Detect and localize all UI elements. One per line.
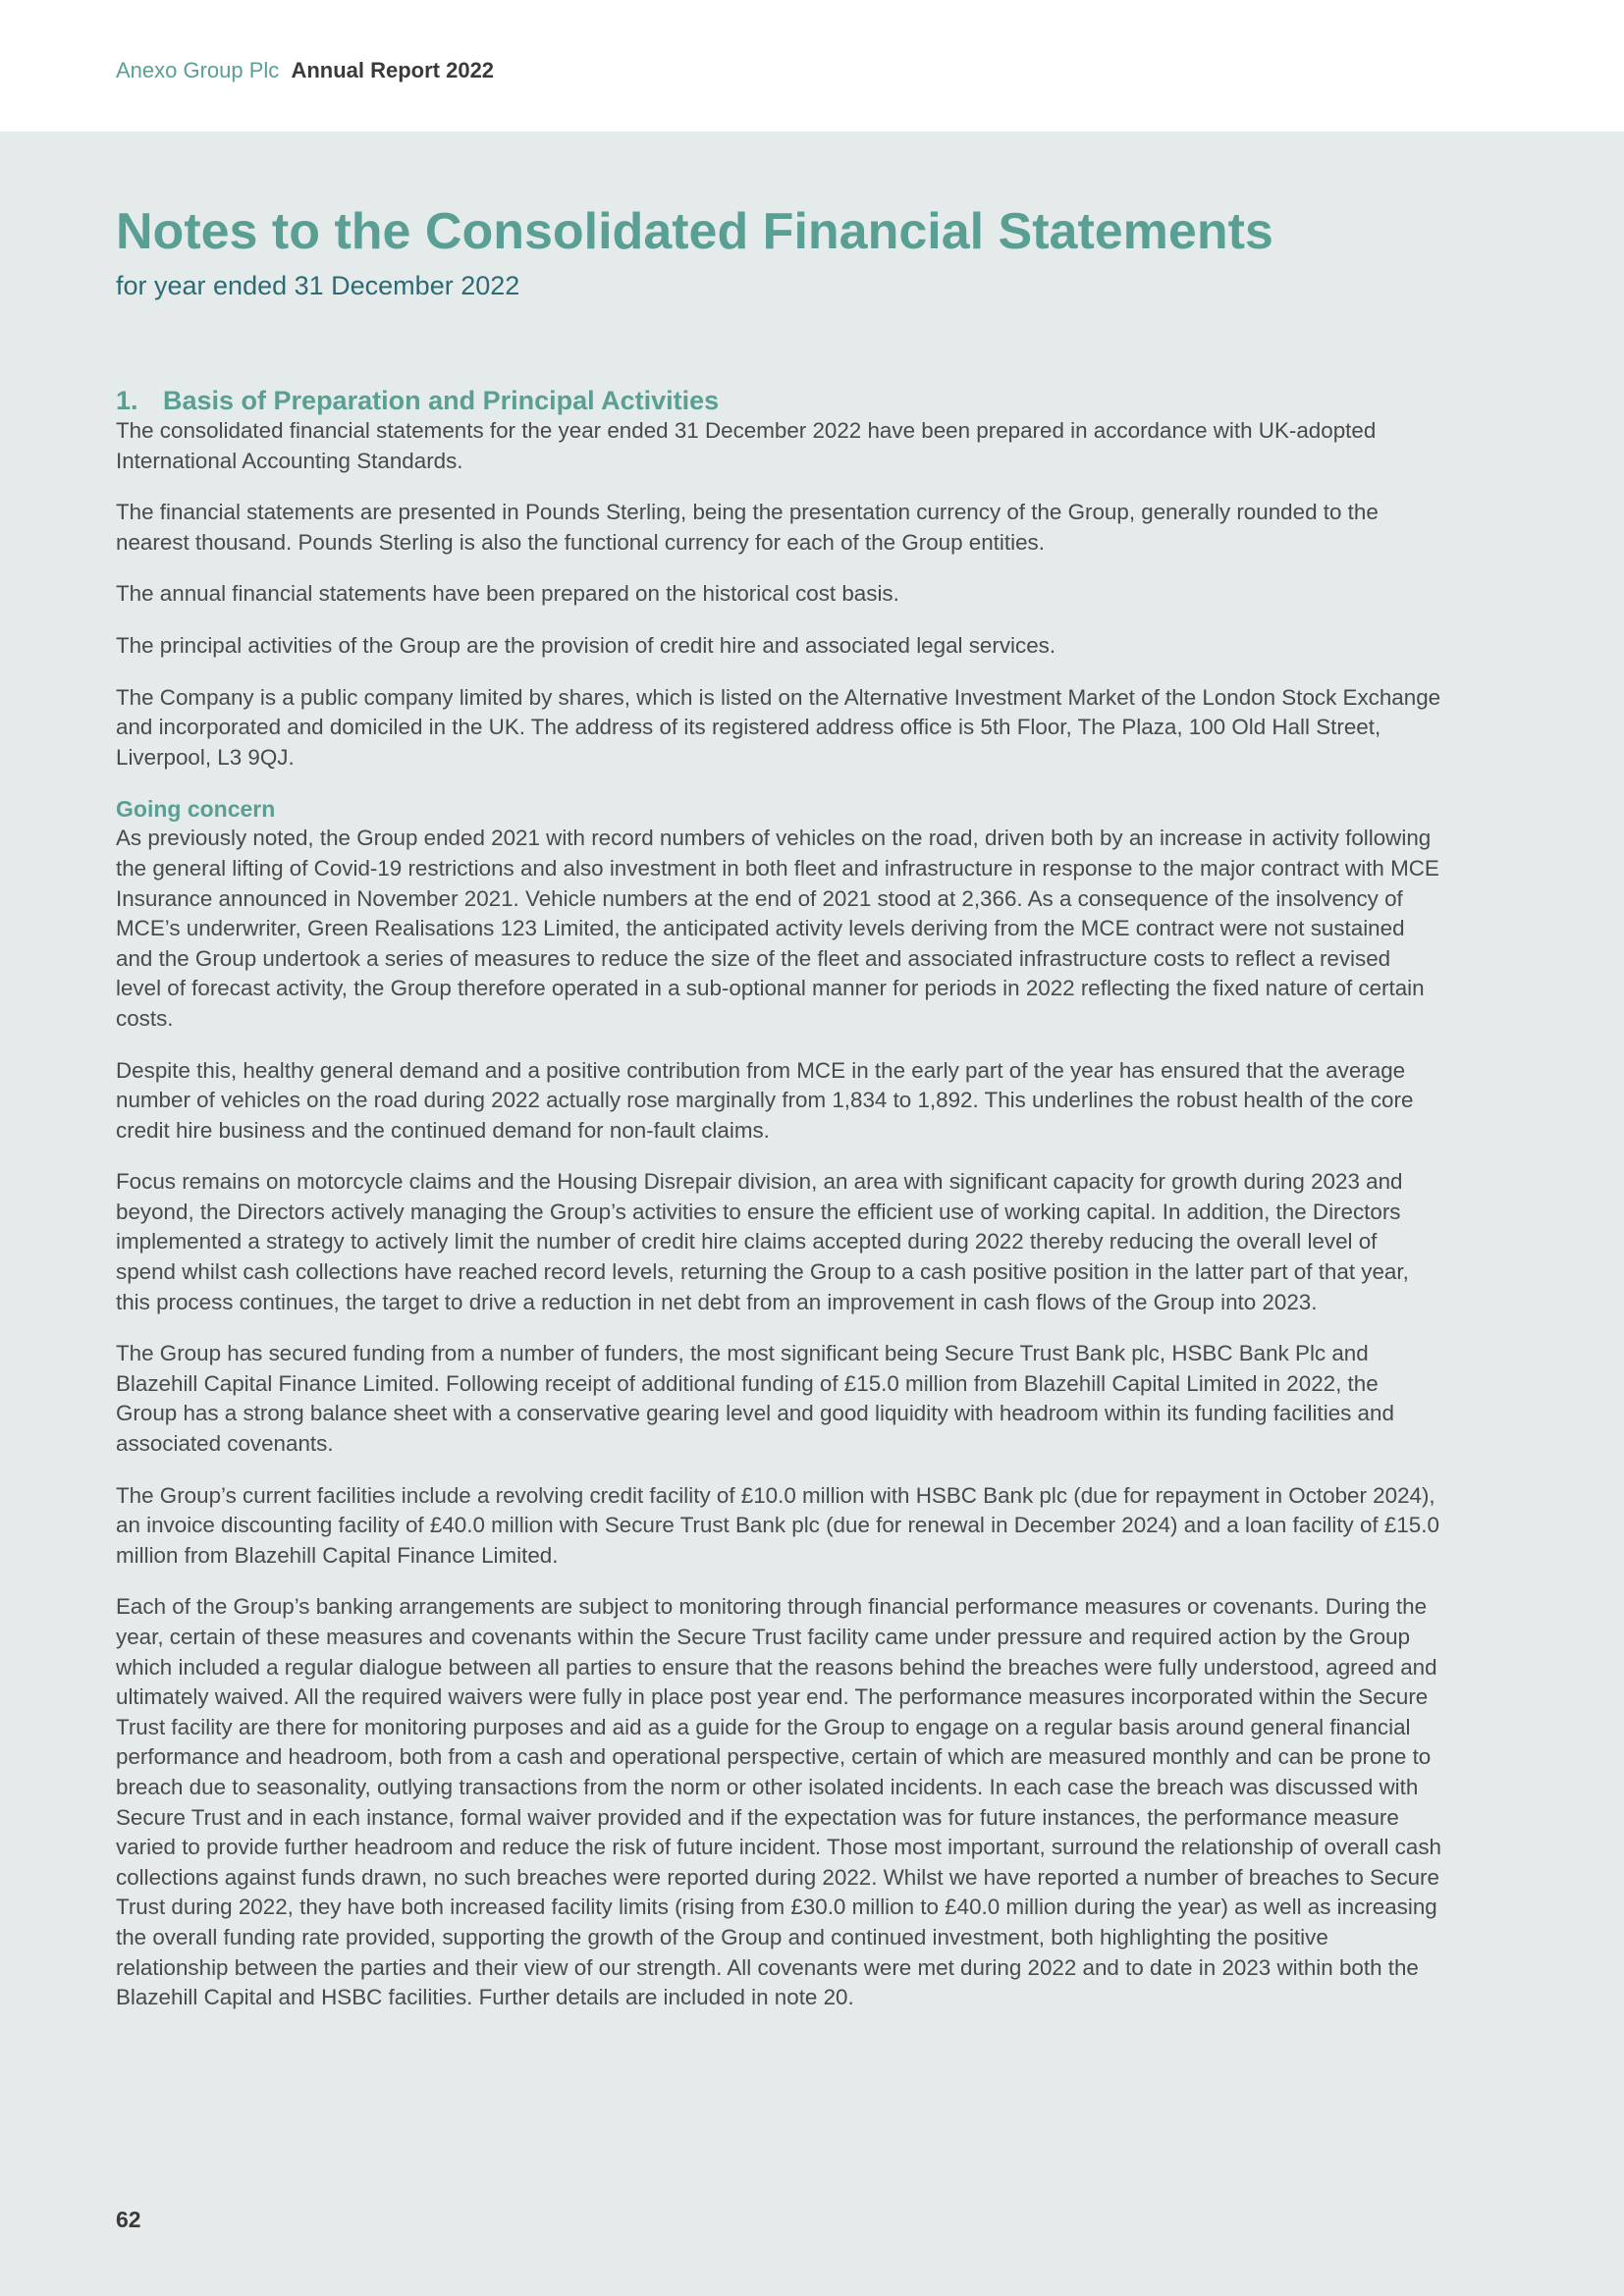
page-number: 62 bbox=[116, 2207, 141, 2232]
paragraph: The financial statements are presented in Pounds Sterling, being the presentation currency of the Group, generally rounded to the nearest thousand. Pounds Sterling is also the functional currency for each of the Group entities. bbox=[116, 500, 1379, 555]
paragraph: Focus remains on motorcycle claims and the Housing Disrepair division, an area with significant capacity for growth during 2023 and beyond, the Directors actively managing the Group’s activities to ensure the efficient use of working capital. In addition, the Directors implemented a strategy to actively limit the number of credit hire claims accepted during 2022 thereby reducing the overall level of spend whilst cash collections have reached record levels, returning the Group to a cash positive position in the latter part of that year, this process continues, the target to drive a reduction in net debt from an improvement in cash flows of the Group into 2023. bbox=[116, 1169, 1409, 1314]
report-name: Annual Report 2022 bbox=[291, 58, 495, 82]
section-heading bbox=[116, 385, 1471, 416]
page-header bbox=[0, 0, 1624, 132]
page-content bbox=[116, 196, 1471, 2035]
paragraph: The Group’s current facilities include a revolving credit facility of £10.0 million with HSBC Bank plc (due for repayment in October 2024), an invoice discounting facility of £40.0 million with Secure Trust Bank plc (due for renewal in December 2024) and a loan facility of £15.0 million from Blazehill Capital Finance Limited. bbox=[116, 1482, 1439, 1568]
page-title: Notes to the Consolidated Financial Statements bbox=[116, 203, 1273, 260]
paragraph: Each of the Group’s banking arrangements are subject to monitoring through financial performance measures or covenants. During the year, certain of these measures and covenants within the Secure Trust facility came under pressure and required action by the Group which included a regular dialogue between all parties to ensure that the reasons behind the breaches were fully understood, agreed and ultimately waived. All the required waivers were fully in place post year end. The performance measures incorporated within the Secure Trust facility are there for monitoring purposes and aid as a guide for the Group to engage on a regular basis around general financial performance and headroom, both from a cash and operational perspective, certain of which are measured monthly and can be prone to breach due to seasonality, outlying transactions from the norm or other isolated incidents. In each case the breach was discussed with Secure Trust and in each instance, formal waiver provided and if the expectation was for future instances, the performance measure varied to provide further headroom and reduce the risk of future incident. Those most important, surround the relationship of overall cash collections against funds drawn, no such breaches were reported during 2022. Whilst we have reported a number of breaches to Secure Trust during 2022, they have both increased facility limits (rising from £30.0 million to £40.0 million during the year) as well as increasing the overall funding rate provided, supporting the growth of the Group and continued investment, both highlighting the positive relationship between the parties and their view of our strength. All covenants were met during 2022 and to date in 2023 within both the Blazehill Capital and HSBC facilities. Further details are included in note 20. bbox=[116, 1594, 1441, 2010]
paragraph: As previously noted, the Group ended 2021 with record numbers of vehicles on the road, driven both by an increase in activity following the general lifting of Covid-19 restrictions and also investment in both fleet and infrastructure in response to the major contract with MCE Insurance announced in November 2021. Vehicle numbers at the end of 2021 stood at 2,366. As a consequence of the insolvency of MCE’s underwriter, Green Realisations 123 Limited, the anticipated activity levels deriving from the MCE contract were not sustained and the Group undertook a series of measures to reduce the size of the fleet and associated infrastructure costs to reflect a revised level of forecast activity, the Group therefore operated in a sub-optional manner for periods in 2022 reflecting the fixed nature of certain costs. bbox=[116, 826, 1439, 1031]
section-title: Basis of Preparation and Principal Activities bbox=[163, 386, 720, 415]
paragraph: The annual financial statements have been prepared on the historical cost basis. bbox=[116, 581, 899, 607]
paragraph: The Company is a public company limited by shares, which is listed on the Alternative Investment Market of the London Stock Exchange and incorporated and domiciled in the UK. The address of its registered address office is 5th Floor, The Plaza, 100 Old Hall Street, Liverpool, L3 9QJ. bbox=[116, 684, 1441, 770]
section-number: 1. bbox=[116, 386, 138, 415]
paragraph: The principal activities of the Group are the provision of credit hire and associated legal services. bbox=[116, 632, 1056, 658]
paragraph: Despite this, healthy general demand and a positive contribution from MCE in the early part of the year has ensured that the average number of vehicles on the road during 2022 actually rose marginally from 1,834 to 1,892. This underlines the robust health of the core credit hire business and the continued demand for non-fault claims. bbox=[116, 1057, 1414, 1143]
page-subtitle: for year ended 31 December 2022 bbox=[116, 271, 520, 300]
going-concern-heading: Going concern bbox=[116, 796, 276, 823]
paragraph: The Group has secured funding from a number of funders, the most significant being Secure Trust Bank plc, HSBC Bank Plc and Blazehill Capital Finance Limited. Following receipt of additional funding of £15.0 million from Blazehill Capital Limited in 2022, the Group has a strong balance sheet with a conservative gearing level and good liquidity with headroom within its funding facilities and associated covenants. bbox=[116, 1341, 1394, 1457]
paragraph: The consolidated financial statements for the year ended 31 December 2022 have been prepared in accordance with UK-adopted International Accounting Standards. bbox=[116, 418, 1377, 473]
company-name: Anexo Group Plc bbox=[116, 58, 280, 82]
running-header bbox=[116, 57, 494, 84]
